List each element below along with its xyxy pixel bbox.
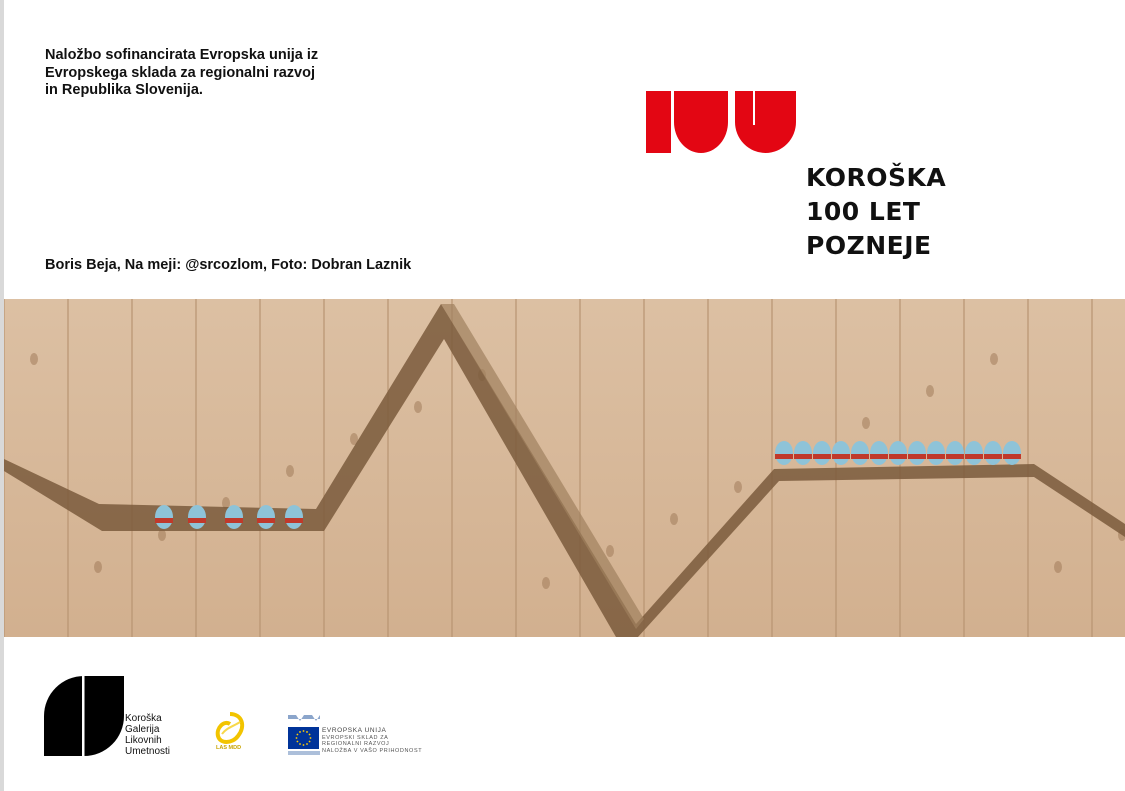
kinder-egg [927, 441, 945, 465]
kinder-egg [889, 441, 907, 465]
kglu-line-2: Galerija [125, 724, 160, 735]
kglu-line-1: Koroška [125, 713, 162, 724]
photo-caption: Boris Beja, Na meji: @srcozlom, Foto: Dobran Laznik [45, 257, 412, 273]
eu-line-3: REGIONALNI RAZVOJ [322, 741, 390, 747]
kinder-egg [1003, 441, 1021, 465]
kinder-egg [984, 441, 1002, 465]
kinder-egg [946, 441, 964, 465]
kinder-egg [188, 505, 206, 529]
eu-logo-text [322, 728, 422, 754]
kinder-egg [813, 441, 831, 465]
eu-line-1: EVROPSKA UNIJA [322, 727, 387, 734]
title-line-3: POZNEJE [806, 231, 932, 260]
red-100-logo [646, 91, 798, 160]
kinder-egg [965, 441, 983, 465]
kglu-line-3: Likovnih [125, 735, 162, 746]
eu-line-2: EVROPSKI SKLAD ZA [322, 734, 389, 741]
kinder-egg [257, 505, 275, 529]
kinder-egg [225, 505, 243, 529]
funding-notice [45, 47, 375, 100]
kinder-egg [285, 505, 303, 529]
kglu-line-4: Umetnosti [125, 746, 171, 757]
kinder-egg [832, 441, 850, 465]
kglu-logo-icon [44, 676, 124, 761]
kinder-egg [794, 441, 812, 465]
title-line-2: 100 LET [806, 197, 921, 226]
kinder-egg [155, 505, 173, 529]
las-mdd-text: LAS MDD [216, 745, 242, 751]
funding-line-1: Naložbo sofinancirata Evropska unija iz [45, 47, 319, 63]
kinder-egg [908, 441, 926, 465]
funding-line-3: in Republika Slovenija. [45, 82, 203, 98]
funding-line-2: Evropskega sklada za regionalni razvoj [45, 64, 315, 81]
eu-flag-icon [288, 715, 320, 760]
kglu-logo-text [125, 713, 170, 757]
red-100-logo-svg [646, 91, 798, 155]
eu-line-4: NALOŽBA V VAŠO PRIHODNOST [322, 747, 423, 754]
kinder-egg [870, 441, 888, 465]
title-line-1: KOROŠKA [806, 163, 947, 192]
exhibition-title [806, 161, 946, 263]
kinder-egg [851, 441, 869, 465]
kinder-egg [775, 441, 793, 465]
artwork-photo [4, 299, 1125, 637]
